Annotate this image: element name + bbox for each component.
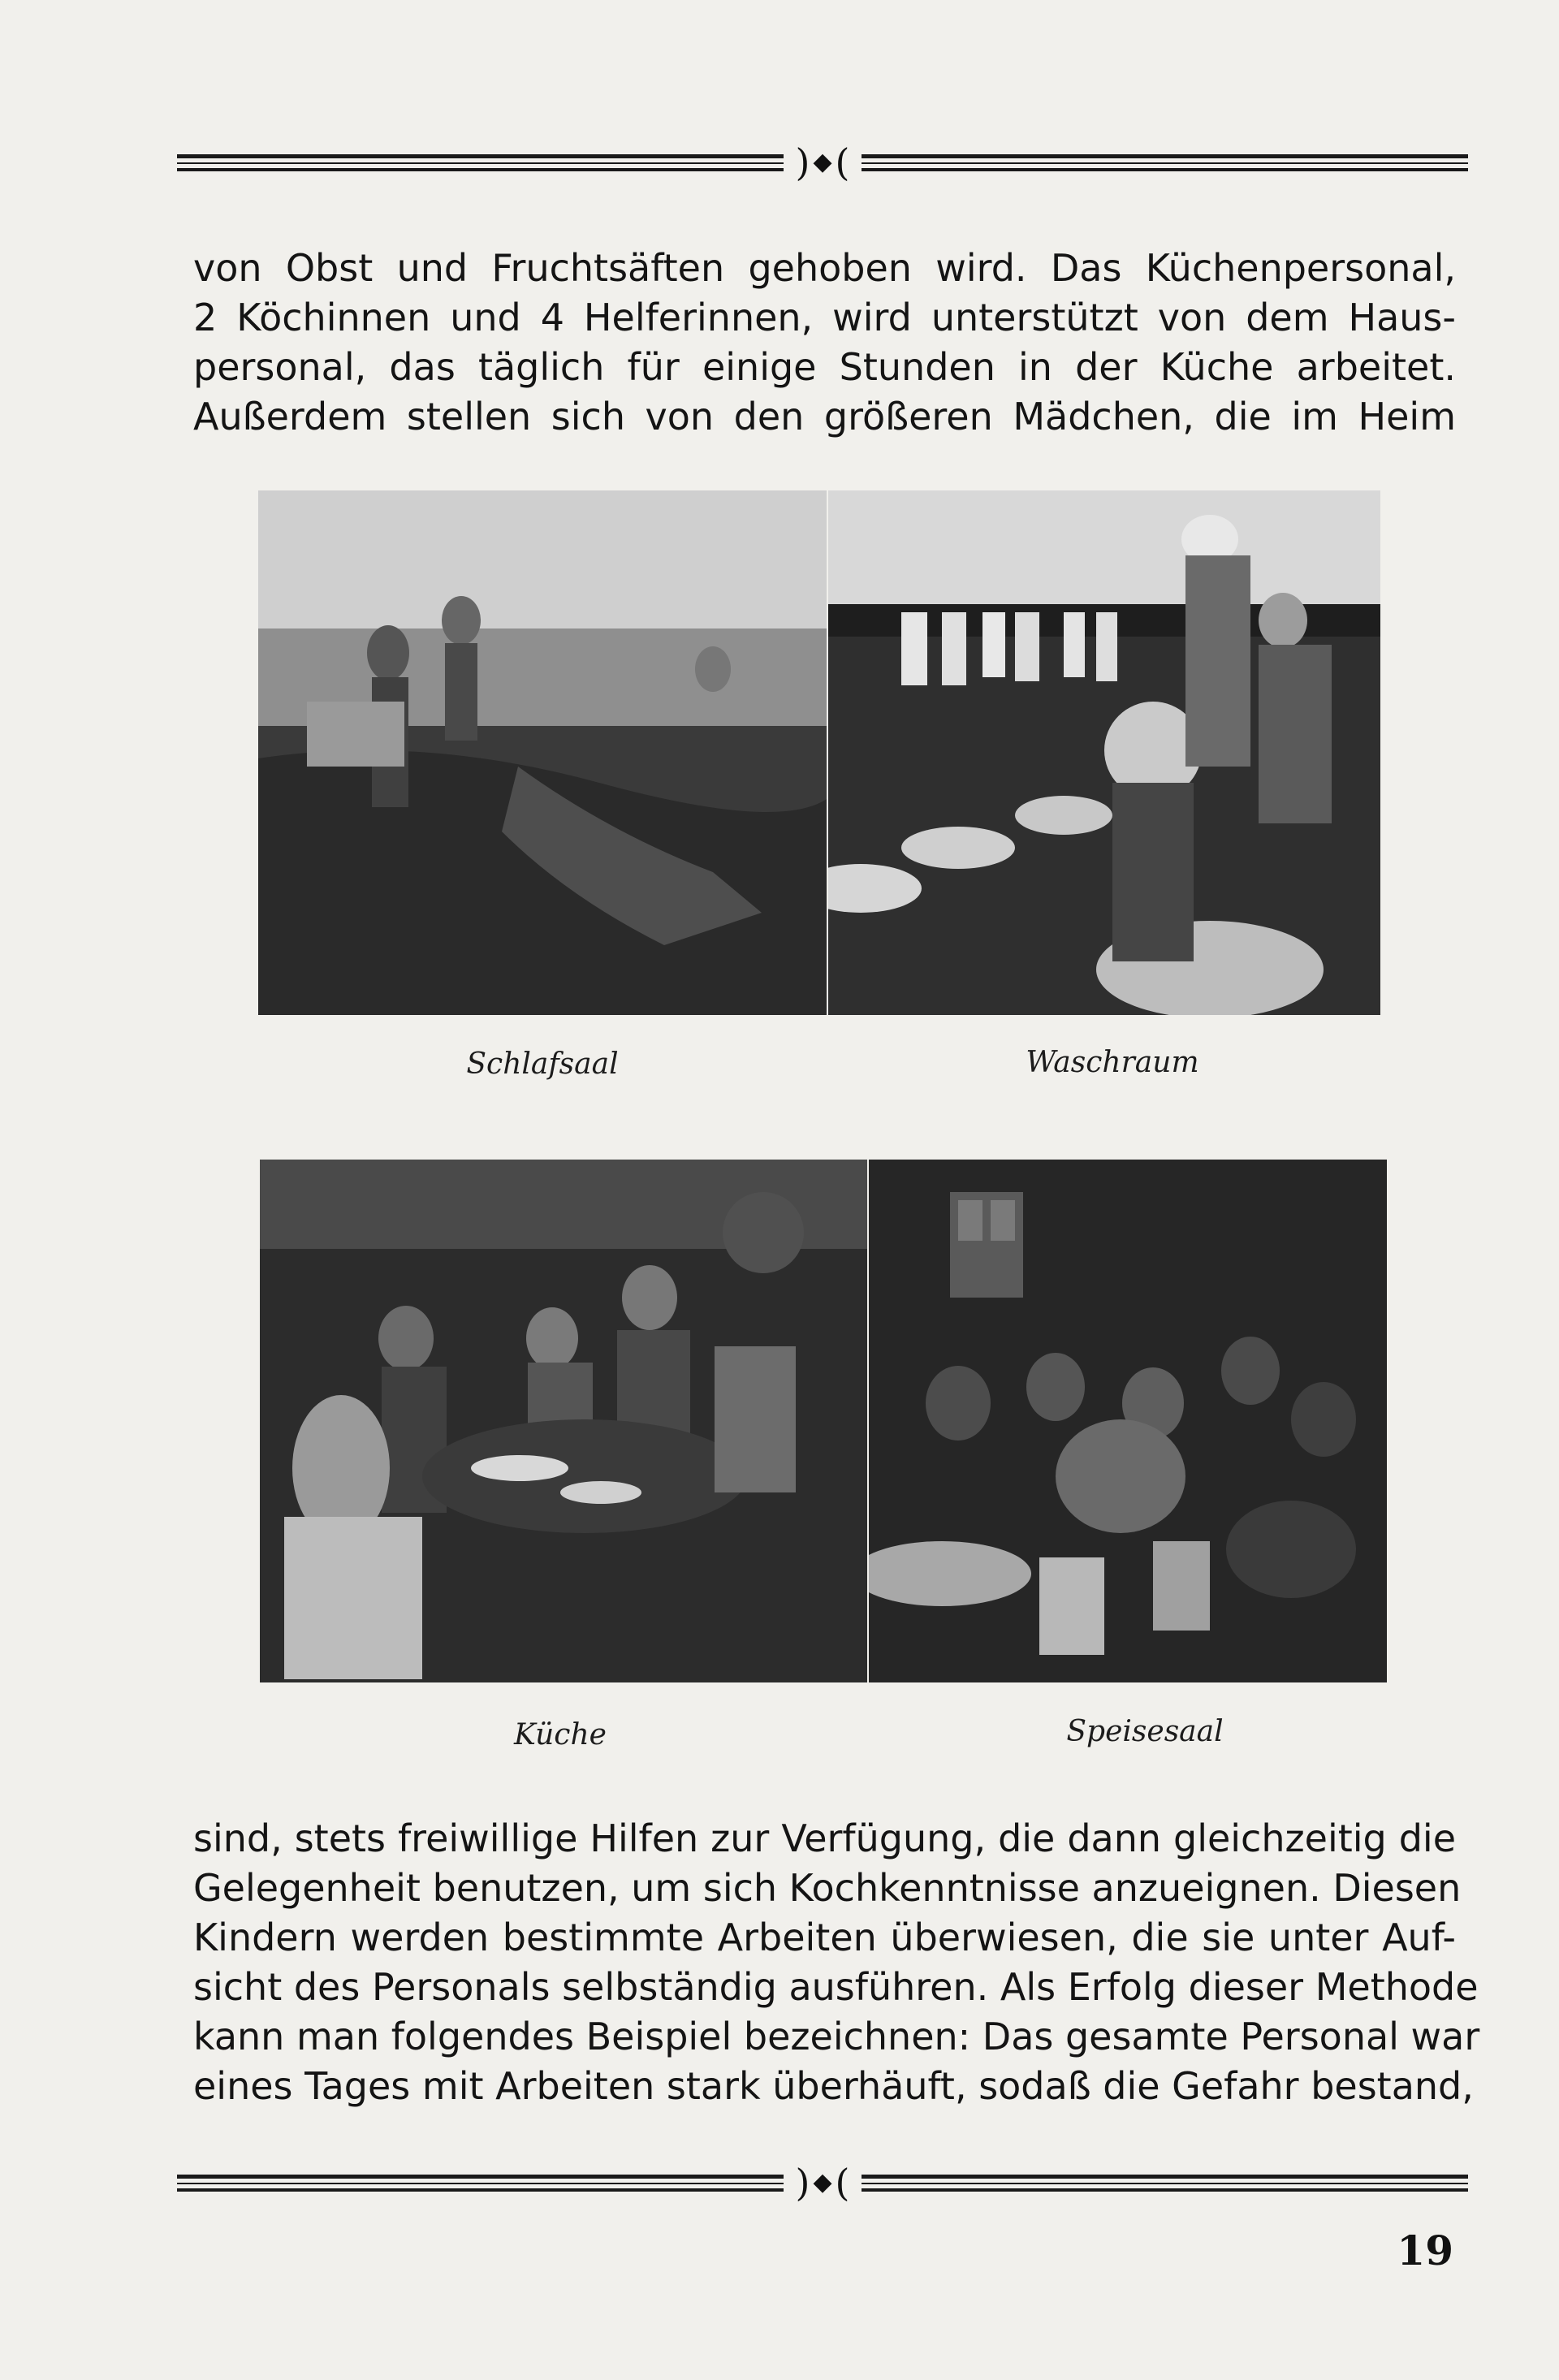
- bottom-ornamental-rule: [177, 2161, 1468, 2205]
- photo-dining-hall: [869, 1160, 1387, 1682]
- rule-lines-left: [177, 2175, 784, 2192]
- text-line: kann man folgendes Beispiel bezeichnen: Das gesamte Personal war: [193, 2015, 1480, 2058]
- caption-dormitory: Schlafsaal: [466, 1047, 619, 1081]
- text-line: Kindern werden bestimmte Arbeiten überwiesen, die sie unter Auf-: [193, 1916, 1456, 1959]
- caption-washroom: Waschraum: [1026, 1046, 1199, 1079]
- rule-lines-right: [862, 2175, 1468, 2192]
- photo-washroom: [828, 490, 1380, 1015]
- text-line: Außerdem stellen sich von den größeren Mädchen, die im Heim: [193, 395, 1456, 438]
- rule-ornament: ) ◆ (: [795, 140, 850, 184]
- photo-kitchen: [260, 1160, 867, 1682]
- bottom-paragraph: [193, 1814, 1480, 2111]
- top-paragraph: [193, 244, 1456, 442]
- photo-dormitory: [258, 490, 827, 1015]
- text-line: 2 Köchinnen und 4 Helferinnen, wird unterstützt von dem Haus-: [193, 296, 1456, 339]
- rule-lines-right: [862, 154, 1468, 171]
- text-line: Gelegenheit benutzen, um sich Kochkenntnisse anzueignen. Diesen: [193, 1866, 1462, 1910]
- text-line: von Obst und Fruchtsäften gehoben wird. Das Küchenpersonal,: [193, 246, 1456, 290]
- rule-lines-left: [177, 154, 784, 171]
- text-line: personal, das täglich für einige Stunden in der Küche arbeitet.: [193, 345, 1456, 389]
- caption-dining-hall: Speisesaal: [1066, 1715, 1224, 1748]
- caption-kitchen: Küche: [514, 1718, 607, 1752]
- text-line: sind, stets freiwillige Hilfen zur Verfügung, die dann gleichzeitig die: [193, 1816, 1456, 1860]
- rule-ornament: ) ◆ (: [795, 2161, 850, 2205]
- top-ornamental-rule: [177, 140, 1468, 184]
- diamond-icon: ◆: [813, 2168, 832, 2196]
- page-number: 19: [1397, 2227, 1453, 2274]
- diamond-icon: ◆: [813, 148, 832, 176]
- text-line: eines Tages mit Arbeiten stark überhäuft, sodaß die Gefahr bestand,: [193, 2064, 1474, 2108]
- text-line: sicht des Personals selbständig ausführen. Als Erfolg dieser Methode: [193, 1965, 1479, 2009]
